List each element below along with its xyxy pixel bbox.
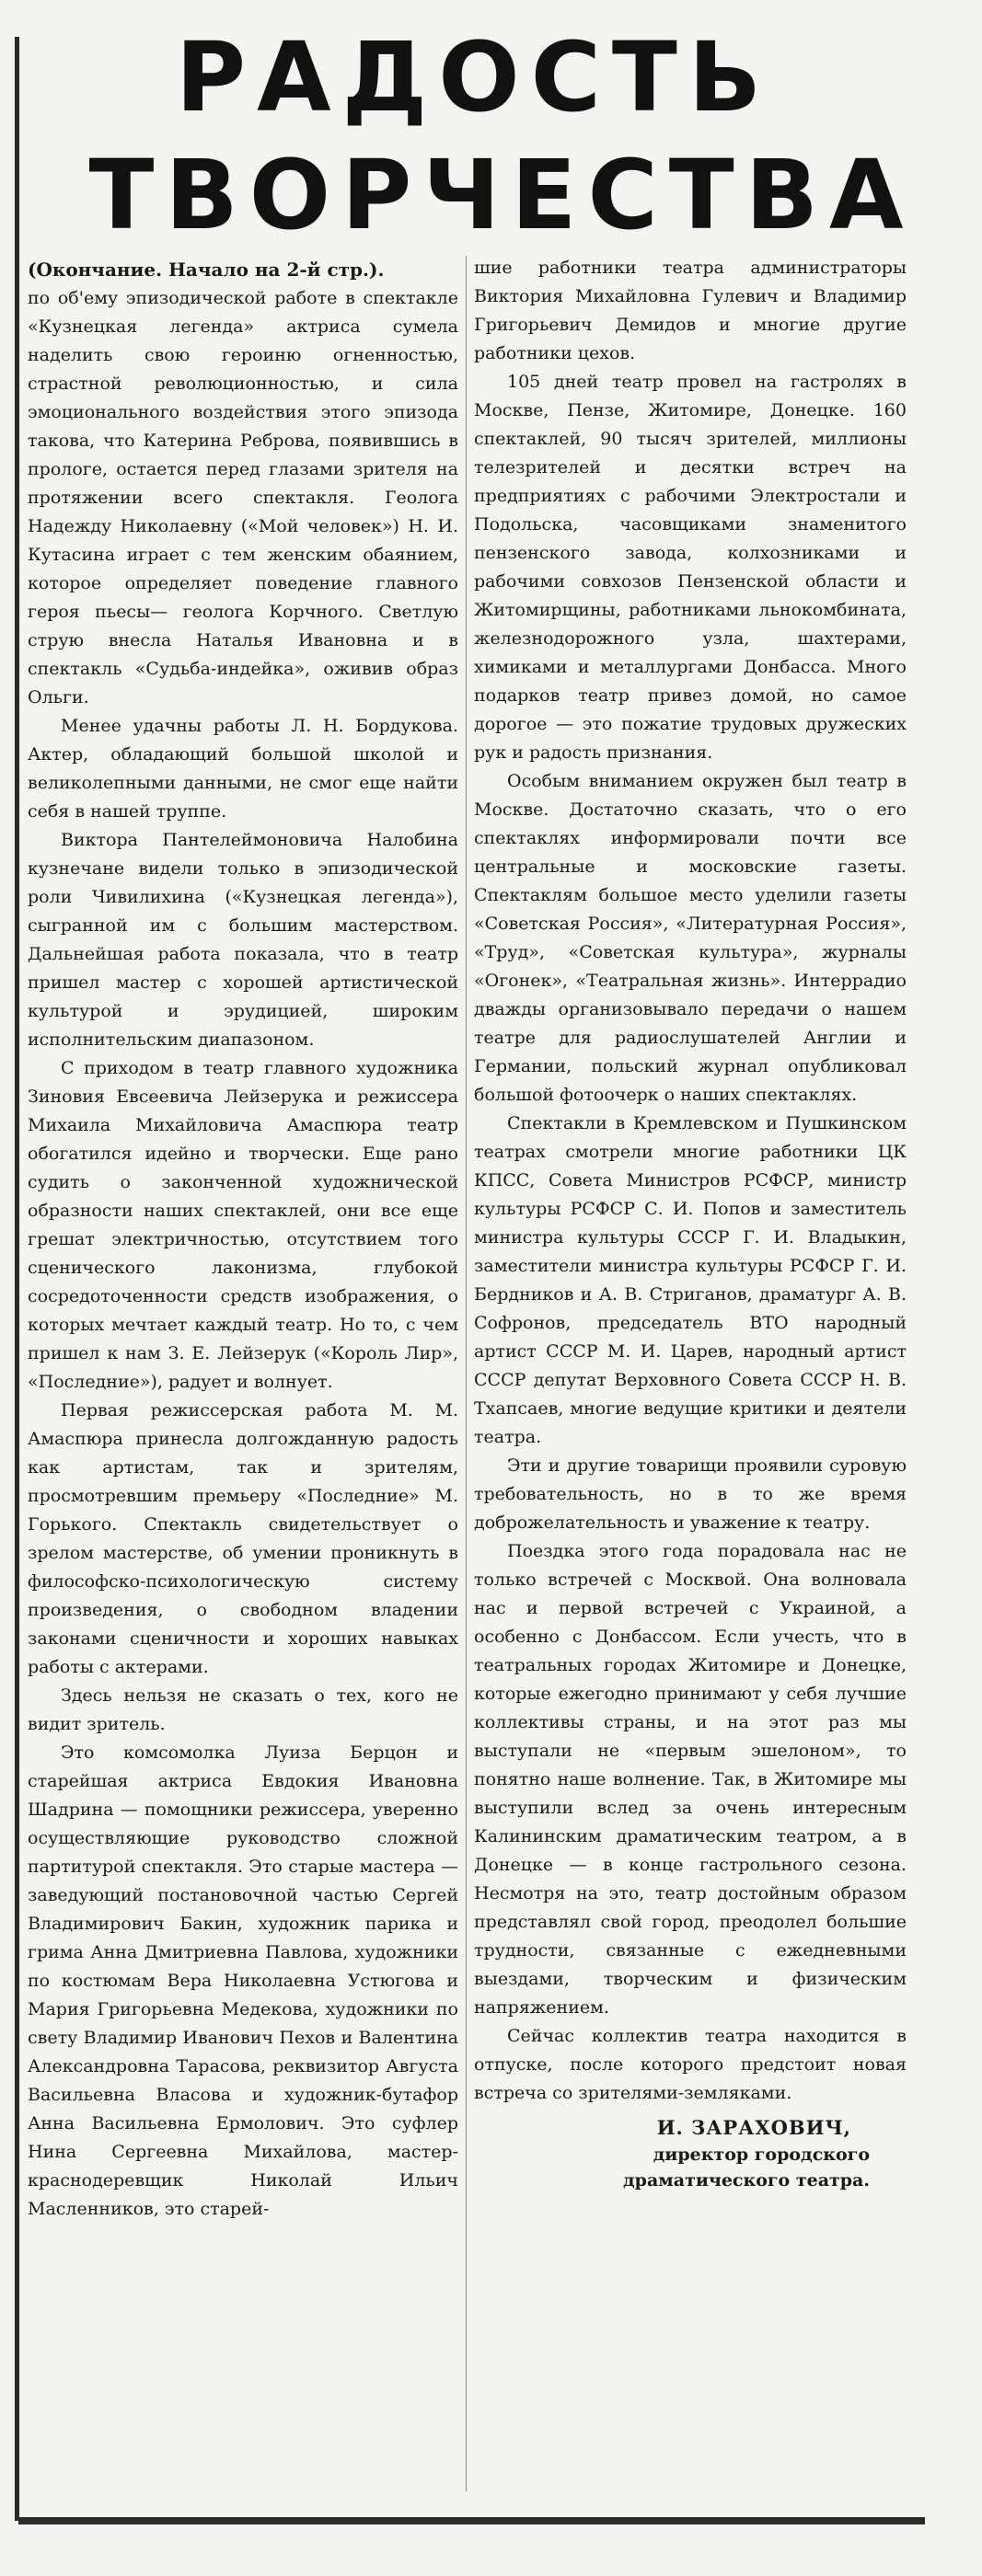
paragraph: шие работники театра администраторы Виктория Михайловна Гулевич и Владимир Григорьевич Демидов и многие другие работники цехов. xyxy=(474,258,907,363)
author-role-line-2: драматического театра. xyxy=(623,2170,870,2191)
paragraph: Спектакли в Кремлевском и Пушкинском театрах смотрели многие работники ЦК КПСС, Совета Министров РСФСР, министр культуры РСФСР С. И. Попов и заместитель министра культуры СССР Г. И. Владыкин, заместители министра культуры РСФСР Г. И. Бердников и А. В. Стриганов, драматург А. В. Софронов, председатель ВТО народный артист СССР М. И. Царев, народный артист СССР депутат Верховного Совета СССР Н. В. Тхапсаев, многие ведущие критики и деятели театра. xyxy=(474,1113,907,1447)
paragraph: Это комсомолка Луиза Берцон и старейшая актриса Евдокия Ивановна Шадрина — помощники режиссера, уверенно осуществляющие руководство сложной партитурой спектакля. Это старые мастера — заведующий постановочной частью Сергей Владимирович Бакин, художник парика и грима Анна Дмитриевна Павлова, художники по костюмам Вера Николаевна Устюгова и Мария Григорьевна Медекова, художники по свету Владимир Иванович Пехов и Валентина Александровна Тарасова, реквизитор Августа Васильевна Власова и художник-бутафор Анна Васильевна Ермолович. Это суфлер Нина Сергеевна Михайлова, мастер-краснодеревщик Николай Ильич Масленников, это старей- xyxy=(28,1742,458,2219)
right-column xyxy=(474,254,907,2193)
headline-line-2: ТВОРЧЕСТВА xyxy=(88,139,915,251)
left-column xyxy=(28,256,458,2224)
paragraph: Менее удачны работы Л. Н. Бордукова. Актер, обладающий большой школой и великолепными данными, не смог еще найти себя в нашей труппе. xyxy=(28,716,458,822)
bottom-rule xyxy=(18,2517,925,2524)
paragraph: Эти и другие товарищи проявили суровую требовательность, но в то же время доброжелательность и уважение к театру. xyxy=(474,1455,907,1533)
author-role-line-1: директор городского xyxy=(653,2145,870,2165)
paragraph: Здесь нельзя не сказать о тех, кого не видит зритель. xyxy=(28,1685,458,1734)
paragraph: С приходом в театр главного художника Зиновия Евсеевича Лейзерука и режиссера Михаила Михайловича Амаспюра театр обогатился идейно и творчески. Еще рано судить о законченной художнической образности наших спектаклей, они все еще грешат электричностью, отсутствием того сценического лаконизма, глубокой сосредоточенности средств изображения, о которых мечтает каждый театр. Но то, с чем пришел к нам З. Е. Лейзерук («Король Лир», «Последние»), радует и волнует. xyxy=(28,1058,458,1392)
author-name: И. ЗАРАХОВИЧ, xyxy=(656,2116,851,2139)
paragraph: Виктора Пантелеймоновича Налобина кузнечане видели только в эпизодической роли Чивилихина («Кузнецкая легенда»), сыгранной им с большим мастерством. Дальнейшая работа показала, что в театр пришел мастер с хорошей артистической культурой и эрудицией, широким исполнительским диапазоном. xyxy=(28,830,458,1050)
paragraph: Сейчас коллектив театра находится в отпуске, после которого предстоит новая встреча со зрителями-земляками. xyxy=(474,2026,907,2103)
author-signature xyxy=(474,2113,907,2193)
column-divider xyxy=(466,256,467,2491)
article-headline xyxy=(37,18,966,254)
continuation-note: (Окончание. Начало на 2-й стр.). xyxy=(28,259,385,281)
paragraph: Особым вниманием окружен был театр в Москве. Достаточно сказать, что о его спектаклях информировали почти все центральные и московские газеты. Спектаклям большое место уделили газеты «Советская Россия», «Литературная Россия», «Труд», «Советская культура», журналы «Огонек», «Театральная жизнь». Интеррадио дважды организовывало передачи о нашем театре для радиослушателей Англии и Германии, польский журнал опубликовал большой фотоочерк о наших спектаклях. xyxy=(474,771,907,1105)
paragraph: Поездка этого года порадовала нас не только встречей с Москвой. Она волновала нас и первой встречей с Украиной, а особенно с Донбассом. Если учесть, что в театральных городах Житомире и Донецке, которые ежегодно принимают у себя лучшие коллективы страны, и на этот раз мы выступали не «первым эшелоном», то понятно наше волнение. Так, в Житомире мы выступили вслед за очень интересным Калининским драматическим театром, а в Донецке — в конце гастрольного сезона. Несмотря на это, театр достойным образом представлял свой город, преодолел большие трудности, связанные с ежедневными выездами, творческим и физическим напряжением. xyxy=(474,1541,907,2018)
paragraph: Первая режиссерская работа М. М. Амаспюра принесла долгожданную радость как артистам, так и зрителям, просмотревшим премьеру «Последние» М. Горького. Спектакль свидетельствует о зрелом мастерстве, об умении проникнуть в философско-психологическую систему произведения, о свободном владении законами сценичности и хороших навыках работы с актерами. xyxy=(28,1400,458,1677)
paragraph: 105 дней театр провел на гастролях в Москве, Пензе, Житомире, Донецке. 160 спектаклей, 90 тысяч зрителей, миллионы телезрителей и десятки встреч на предприятиях с рабочими Электростали и Подольска, часовщиками знаменитого пензенского завода, колхозниками и рабочими совхозов Пензенской области и Житомирщины, работниками льнокомбината, железнодорожного узла, шахтерами, химиками и металлургами Донбасса. Много подарков театр привез домой, но самое дорогое — это пожатие трудовых дружеских рук и радость признания. xyxy=(474,372,907,763)
headline-line-1: РАДОСТЬ xyxy=(175,21,773,133)
left-margin-rule xyxy=(15,37,19,2521)
paragraph: по об'ему эпизодической работе в спектакле «Кузнецкая легенда» актриса сумела наделить свою героиню огненностью, страстной революционностью, и сила эмоционального воздействия этого эпизода такова, что Катерина Реброва, появившись в прологе, остается перед глазами зрителя на протяжении всего спектакля. Геолога Надежду Николаевну («Мой человек») Н. И. Кутасина играет с тем женским обаянием, которое определяет поведение главного героя пьесы— геолога Корчного. Светлую струю внесла Наталья Ивановна и в спектакль «Судьба-индейка», оживив образ Ольги. xyxy=(28,288,458,707)
